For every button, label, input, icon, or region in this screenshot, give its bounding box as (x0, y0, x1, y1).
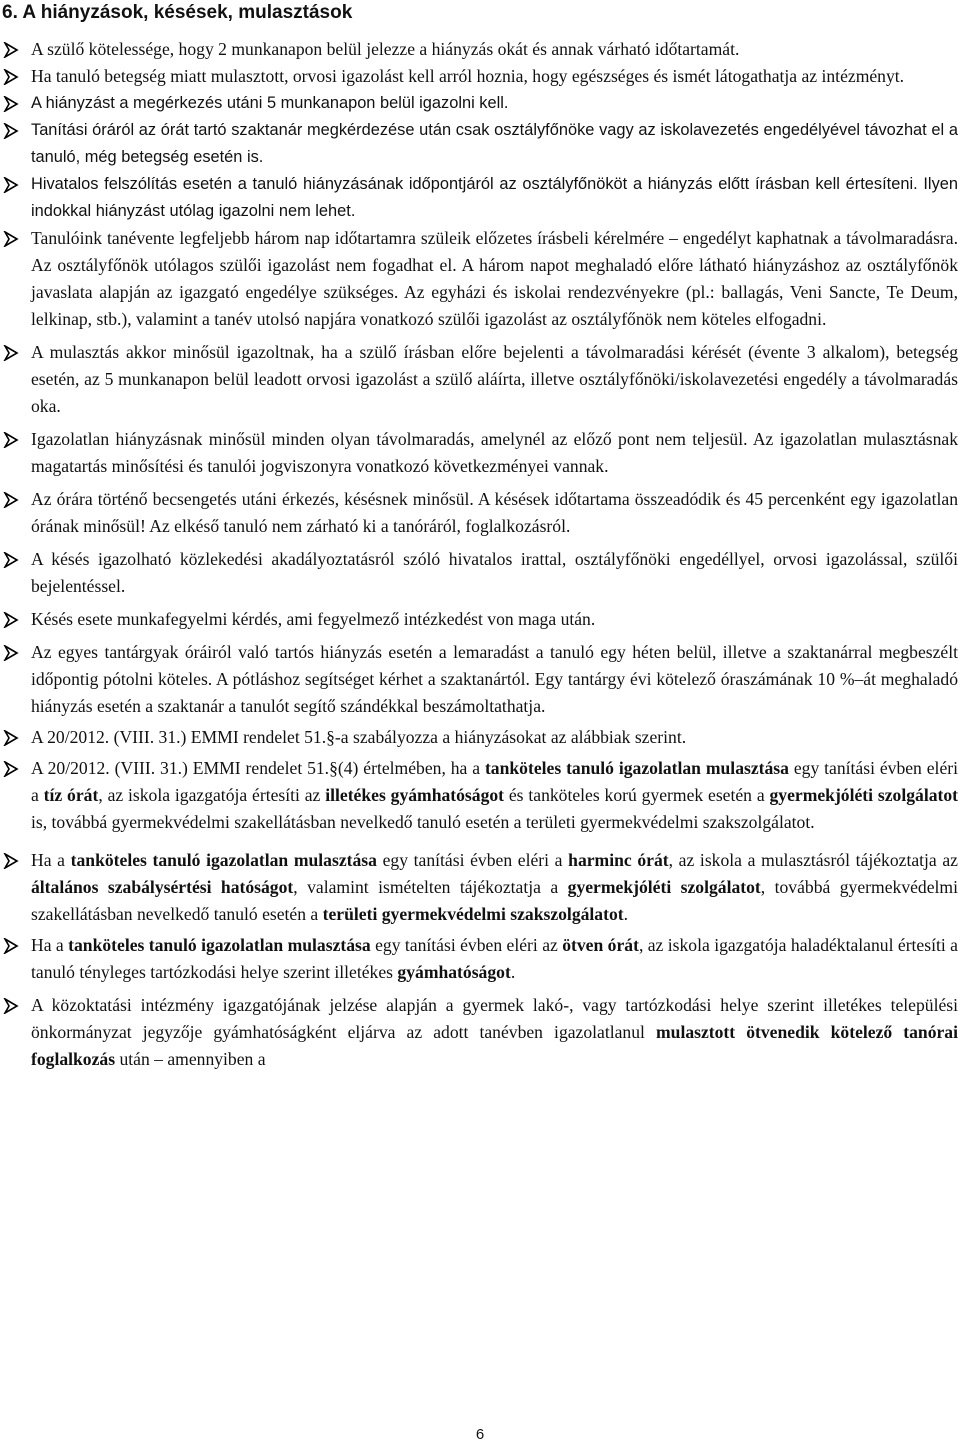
arrowhead-bullet-icon (3, 117, 25, 144)
list-item-text (31, 228, 958, 329)
list-item (0, 486, 958, 540)
text-run: A mulasztás akkor minősül igazoltnak, ha a szülő írásban előre bejelenti a távolmaradási kérését (évente 3 alkalom), betegség esetén, az 5 munkanapon belül leadott orvosi igazolást a szülő aláírta, illetve osztályfőnöki/iskolavezetési engedély a távolmaradás oka. (31, 342, 958, 416)
list-item-text (31, 727, 686, 747)
bold-text: mulasztott ötvenedik kötelező tanórai foglalkozás (31, 1022, 958, 1069)
list-item (0, 724, 958, 751)
text-run: , az iskola a mulasztásról tájékoztatja az (668, 850, 958, 870)
arrowhead-bullet-icon (3, 486, 25, 513)
bold-text: gyermekjóléti szolgálatot (567, 877, 761, 897)
arrowhead-bullet-icon (3, 63, 25, 90)
list-item (0, 63, 958, 90)
bold-text: tanköteles tanuló igazolatlan mulasztása (484, 758, 789, 778)
list-item-text (31, 609, 595, 629)
text-run: , valamint ismételten tájékoztatja a (293, 877, 568, 897)
bold-text: tanköteles tanuló igazolatlan mulasztása (70, 850, 377, 870)
list-item-text (31, 549, 958, 596)
text-run: A hiányzást a megérkezés utáni 5 munkanapon belül igazolni kell. (31, 94, 509, 112)
rules-list (0, 36, 958, 1073)
list-item (0, 36, 958, 63)
list-item (0, 171, 958, 225)
list-item-text (31, 342, 958, 416)
list-item (0, 426, 958, 480)
list-item (0, 225, 958, 333)
arrowhead-bullet-icon (3, 606, 25, 633)
list-item-text (31, 935, 958, 982)
text-run: Késés esete munkafegyelmi kérdés, ami fegyelmező intézkedést von maga után. (31, 609, 596, 629)
bold-text: illetékes gyámhatóságot (325, 785, 505, 805)
list-item-text (31, 121, 958, 166)
bold-text: gyermekjóléti szolgálatot (769, 785, 959, 805)
text-run: A 20/2012. (VIII. 31.) EMMI rendelet 51.§(4) értelmében, ha a (31, 758, 485, 778)
arrowhead-bullet-icon (3, 724, 25, 751)
text-run: Hivatalos felszólítás esetén a tanuló hiányzásának időpontjáról az osztályfőnököt a hiányzás előtt írásban kell értesíteni. Ilyen indokkal hiányzást utólag igazolni nem lehet. (31, 175, 958, 220)
text-run: Igazolatlan hiányzásnak minősül minden olyan távolmaradás, amelynél az előző pont nem teljesül. Az igazolatlan mulasztásnak magatartás minősítési és tanulói jogviszonyra vonatkozó következményei vannak. (31, 429, 958, 476)
arrowhead-bullet-icon (3, 639, 25, 666)
bold-text: gyámhatóságot (397, 962, 511, 982)
text-run: A késés igazolható közlekedési akadályoztatásról szóló hivatalos irattal, osztályfőnöki engedéllyel, orvosi igazolással, szülői bejelentéssel. (31, 549, 958, 596)
arrowhead-bullet-icon (3, 847, 25, 874)
list-item (0, 932, 958, 986)
text-run: Ha tanuló betegség miatt mulasztott, orvosi igazolást kell arról hoznia, hogy egészséges és ismét látogathatja az intézményt. (31, 66, 905, 86)
list-item-text (31, 642, 958, 716)
list-item-text (31, 66, 904, 86)
page-number: 6 (475, 1426, 485, 1443)
text-run: után – amennyiben a (115, 1049, 266, 1069)
list-item (0, 339, 958, 420)
text-run: Ha a (31, 935, 69, 955)
bold-text: harminc órát (568, 850, 669, 870)
list-item-text (31, 175, 958, 220)
text-run: . (510, 962, 516, 982)
bold-text: általános szabálysértési hatóságot (31, 877, 294, 897)
list-item (0, 755, 958, 836)
list-item (0, 606, 958, 633)
list-item (0, 847, 958, 928)
arrowhead-bullet-icon (3, 171, 25, 198)
text-run: egy tanítási évben eléri a (31, 758, 958, 805)
arrowhead-bullet-icon (3, 932, 25, 959)
arrowhead-bullet-icon (3, 992, 25, 1019)
text-run: egy tanítási évben eléri az (370, 935, 563, 955)
text-run: Tanulóink tanévente legfeljebb három nap időtartamra szüleik előzetes írásbeli kérelmére – engedélyt kaphatnak a távolmaradásra. Az osztályfőnök utólagos szülői igazolást nem fogadhat el. A három napot meghaladó előre látható hiányzáshoz az osztályfőnök javaslata alapján az igazgató engedélye szükséges. Az egyházi és iskolai rendezvényekre (pl.: ballagás, Veni Sancte, Te Deum, lelkinap, stb.), valamint a tanév utolsó napjára vonatkozó szülői igazolást az osztályfőnök nem köteles elfogadni. (31, 228, 958, 329)
bold-text: tanköteles tanuló igazolatlan mulasztása (68, 935, 371, 955)
bold-text: területi gyermekvédelmi szakszolgálatot (322, 904, 624, 924)
arrowhead-bullet-icon (3, 36, 25, 63)
bold-text: tíz órát (43, 785, 99, 805)
arrowhead-bullet-icon (3, 339, 25, 366)
arrowhead-bullet-icon (3, 90, 25, 117)
arrowhead-bullet-icon (3, 225, 25, 252)
list-item (0, 546, 958, 600)
text-run: A szülő kötelessége, hogy 2 munkanapon belül jelezze a hiányzás okát és annak várható időtartamát. (31, 39, 740, 59)
text-run: . (623, 904, 629, 924)
text-run: és tanköteles korú gyermek esetén a (504, 785, 770, 805)
list-item-text (31, 850, 958, 924)
list-item (0, 90, 958, 117)
list-item-text (31, 39, 739, 59)
list-item-text (31, 758, 958, 832)
list-item-text (31, 489, 958, 536)
text-run: is, továbbá gyermekvédelmi szakellátásban nevelkedő tanuló esetén a területi gyermekvédelmi szakszolgálatot. (31, 812, 815, 832)
text-run: , az iskola igazgatója haladéktalanul értesíti a tanuló tényleges tartózkodási helye szerint illetékes (31, 935, 958, 982)
text-run: A közoktatási intézmény igazgatójának jelzése alapján a gyermek lakó-, vagy tartózkodási helye szerint illetékes települési önkormányzat jegyzője gyámhatóságként eljárva az adott tanévben igazolatlanul (31, 995, 958, 1042)
list-item (0, 639, 958, 720)
text-run: A 20/2012. (VIII. 31.) EMMI rendelet 51.§-a szabályozza a hiányzásokat az alábbiak szerint. (31, 727, 687, 747)
text-run: , továbbá gyermekvédelmi szakellátásban nevelkedő tanuló esetén a (31, 877, 958, 924)
arrowhead-bullet-icon (3, 426, 25, 453)
text-run: , az iskola igazgatója értesíti az (98, 785, 326, 805)
text-run: egy tanítási évben eléri a (376, 850, 569, 870)
list-item-text (31, 429, 958, 476)
arrowhead-bullet-icon (3, 546, 25, 573)
bold-text: ötven órát (562, 935, 639, 955)
list-item-text (31, 995, 958, 1069)
text-run: Tanítási óráról az órát tartó szaktanár megkérdezése után csak osztályfőnöke vagy az iskolavezetés engedélyével távozhat el a tanuló, még betegség esetén is. (31, 121, 958, 166)
arrowhead-bullet-icon (3, 755, 25, 782)
list-item-text (31, 94, 508, 112)
text-run: Az órára történő becsengetés utáni érkezés, késésnek minősül. A késések időtartama összeadódik és 45 percenként egy igazolatlan órának minősül! Az elkéső tanuló nem zárható ki a tanóráról, foglalkozásról. (31, 489, 958, 536)
list-item (0, 992, 958, 1073)
list-item (0, 117, 958, 171)
text-run: Ha a (31, 850, 71, 870)
text-run: Az egyes tantárgyak óráiról való tartós hiányzás esetén a lemaradást a tanuló egy héten belül, illetve a szaktanárral megbeszélt időpontig pótolni köteles. A pótláshoz segítséget kérhet a szaktanártól. Egy tantárgy évi kötelező óraszámának 10 %–át meghaladó hiányzás esetén a szaktanár a tanulót segítő szándékkal beszámoltathatja. (31, 642, 958, 716)
section-heading: 6. A hiányzások, késések, mulasztások (2, 2, 353, 23)
